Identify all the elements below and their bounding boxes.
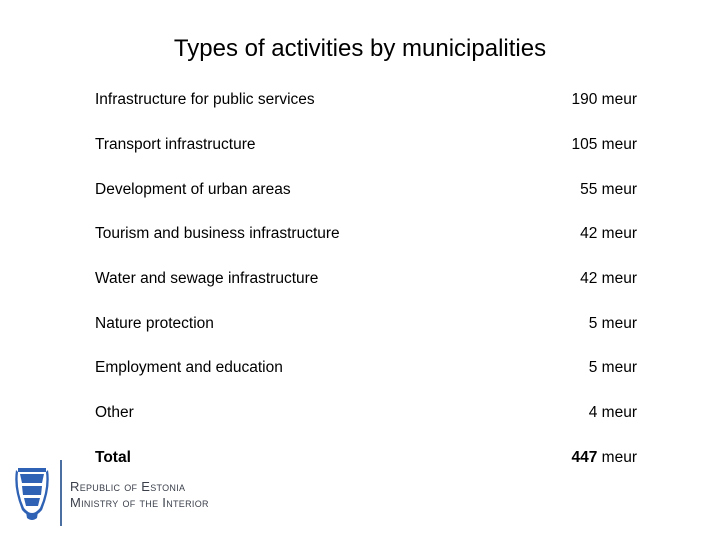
table-row [95,78,637,123]
row-label: Other [95,404,134,422]
table-row [95,391,637,436]
row-label: Development of urban areas [95,180,291,198]
row-label: Nature protection [95,314,214,332]
row-label: Infrastructure for public services [95,91,315,109]
row-label: Employment and education [95,359,283,377]
ministry-name [70,479,209,511]
row-label: Water and sewage infrastructure [95,270,319,288]
row-value: 105 meur [571,136,637,154]
footer-line-2: Ministry of the Interior [70,495,209,510]
row-value: 4 meur [588,404,637,422]
table-row [95,346,637,391]
row-value: 42 meur [580,270,637,288]
footer-divider [60,460,62,526]
activities-table [95,78,637,480]
row-value: 55 meur [580,180,637,198]
row-label: Tourism and business infrastructure [95,225,340,243]
total-label: Total [95,448,131,466]
total-value: 447 meur [571,448,637,466]
table-row [95,212,637,257]
footer-branding [12,460,252,530]
row-value: 5 meur [588,359,637,377]
row-value: 5 meur [588,314,637,332]
row-value: 42 meur [580,225,637,243]
table-row [95,301,637,346]
slide-title: Types of activities by municipalities [173,35,547,62]
coat-of-arms-icon [12,464,52,524]
row-value: 190 meur [571,91,637,109]
table-row [95,167,637,212]
footer-line-1: Republic of Estonia [70,479,186,494]
table-row [95,257,637,302]
table-row [95,123,637,168]
row-label: Transport infrastructure [95,136,256,154]
